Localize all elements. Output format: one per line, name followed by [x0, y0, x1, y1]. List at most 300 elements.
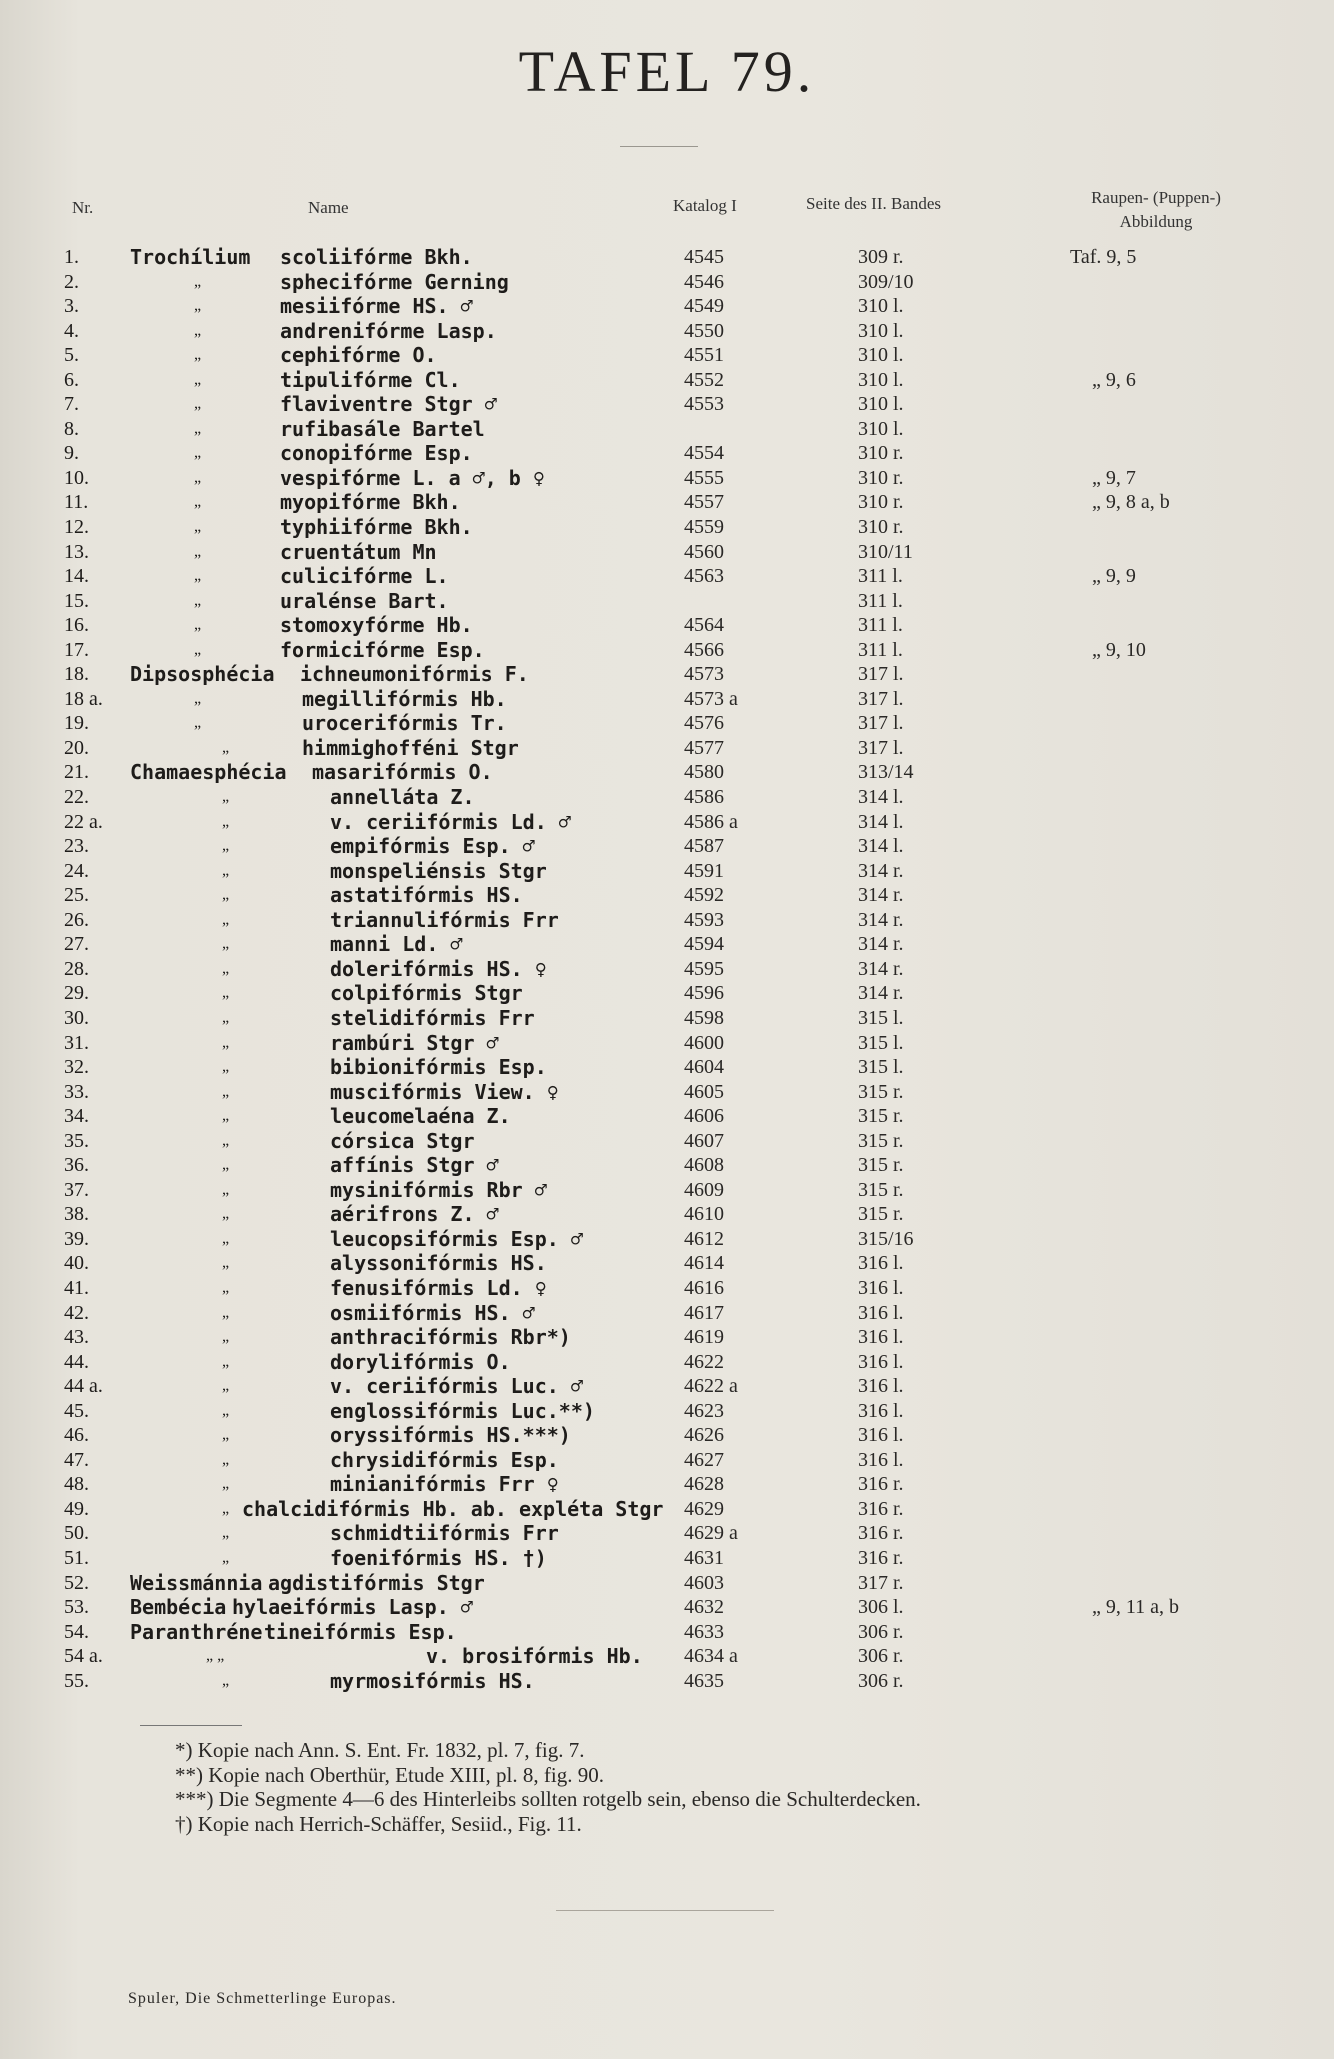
katalog-number: 4591 [684, 859, 724, 882]
ditto-mark: „ [222, 910, 230, 928]
table-row [0, 859, 1334, 884]
katalog-number: 4632 [684, 1596, 724, 1619]
page-reference: 316 l. [858, 1326, 904, 1349]
footnote: **) Kopie nach Oberthür, Etude XIII, pl. 8, fig. 90. [175, 1762, 604, 1787]
katalog-number: 4627 [684, 1448, 724, 1471]
katalog-number: 4623 [684, 1399, 724, 1422]
table-row [0, 687, 1334, 712]
row-number: 26. [64, 908, 89, 931]
table-row [0, 589, 1334, 614]
katalog-number: 4555 [684, 466, 724, 489]
table-row [0, 1423, 1334, 1448]
table-row [0, 1202, 1334, 1227]
species-name: hylaeifórmis Lasp. ♂ [232, 1595, 473, 1620]
species-name: mesiifórme HS. ♂ [280, 294, 473, 319]
species-name: bibionifórmis Esp. [330, 1055, 547, 1080]
table-row [0, 1644, 1334, 1669]
ditto-mark: „ [222, 1548, 230, 1566]
species-name: affínis Stgr ♂ [330, 1153, 499, 1178]
page-reference: 316 r. [858, 1473, 904, 1496]
row-number: 1. [64, 246, 79, 268]
page-reference: 316 r. [858, 1522, 904, 1545]
katalog-number: 4604 [684, 1056, 724, 1079]
page-reference: 315 r. [858, 1105, 904, 1128]
row-number: 10. [64, 466, 89, 489]
genus-name: Dipsosphécia [130, 662, 275, 687]
row-number: 47. [64, 1448, 89, 1471]
illustration-reference: „ 9, 11 a, b [1092, 1596, 1180, 1619]
ditto-mark: „ [222, 1131, 230, 1149]
page-reference: 306 r. [858, 1645, 904, 1668]
species-name: empifórmis Esp. ♂ [330, 834, 535, 859]
row-number: 34. [64, 1105, 89, 1128]
ditto-mark: „ [194, 518, 202, 536]
page-reference: 310 r. [858, 491, 904, 514]
row-number: 11. [64, 491, 89, 514]
row-number: 5. [64, 344, 79, 367]
katalog-number: 4626 [684, 1424, 724, 1447]
ditto-mark: „ [194, 395, 202, 413]
species-name: conopifórme Esp. [280, 441, 473, 466]
ditto-mark: „ [222, 738, 230, 756]
species-name: scoliifórme Bkh. [280, 245, 473, 269]
species-name: stomoxyfórme Hb. [280, 613, 473, 638]
page-reference: 314 l. [858, 835, 904, 858]
footnote: †) Kopie nach Herrich-Schäffer, Sesiid., Fig. 11. [175, 1811, 582, 1836]
page-reference: 313/14 [858, 761, 914, 784]
genus-name: Trochílium [130, 245, 251, 269]
table-row [0, 319, 1334, 344]
katalog-number: 4564 [684, 614, 724, 637]
species-name: flaviventre Stgr ♂ [280, 392, 497, 417]
katalog-number: 4587 [684, 835, 724, 858]
species-name: v. ceriifórmis Ld. ♂ [330, 809, 571, 834]
row-number: 23. [64, 835, 89, 858]
species-name: annelláta Z. [330, 785, 475, 810]
ditto-mark: „ [194, 493, 202, 511]
row-number: 38. [64, 1203, 89, 1226]
katalog-number: 4629 [684, 1497, 724, 1520]
table-row [0, 760, 1334, 785]
katalog-number: 4594 [684, 933, 724, 956]
row-number: 50. [64, 1522, 89, 1545]
katalog-number: 4573 [684, 663, 724, 686]
page-reference: 310 r. [858, 442, 904, 465]
ditto-mark: „ [194, 591, 202, 609]
ditto-mark: „ [222, 935, 230, 953]
row-number: 45. [64, 1399, 89, 1422]
table-row [0, 1595, 1334, 1620]
page-reference: 316 l. [858, 1375, 904, 1398]
page-reference: 315 r. [858, 1154, 904, 1177]
table-row [0, 1006, 1334, 1031]
species-name: urocerifórmis Tr. [302, 711, 507, 736]
row-number: 4. [64, 319, 79, 342]
illustration-reference: „ 9, 8 a, b [1092, 491, 1170, 514]
row-number: 27. [64, 933, 89, 956]
katalog-number: 4598 [684, 1006, 724, 1029]
page-reference: 316 l. [858, 1424, 904, 1447]
table-row [0, 1521, 1334, 1546]
katalog-number: 4576 [684, 712, 724, 735]
katalog-number: 4610 [684, 1203, 724, 1226]
species-name: córsica Stgr [330, 1128, 475, 1153]
row-number: 16. [64, 614, 89, 637]
page-reference: 316 r. [858, 1497, 904, 1520]
table-row [0, 441, 1334, 466]
row-number: 54. [64, 1620, 89, 1643]
page-reference: 310 l. [858, 295, 904, 318]
ditto-mark: „ [194, 419, 202, 437]
katalog-number: 4550 [684, 319, 724, 342]
genus-name: Bembécia [130, 1595, 227, 1620]
illustration-reference: „ 9, 7 [1092, 466, 1136, 489]
species-name: englossifórmis Luc.**) [330, 1398, 595, 1423]
genus-name: Weissmánnia [130, 1570, 263, 1595]
row-number: 35. [64, 1129, 89, 1152]
ditto-mark: „ [194, 689, 202, 707]
table-row [0, 1301, 1334, 1326]
katalog-number: 4596 [684, 982, 724, 1005]
species-name: alyssonifórmis HS. [330, 1251, 547, 1276]
ditto-mark: „ [222, 837, 230, 855]
page-reference: 310 l. [858, 344, 904, 367]
katalog-number: 4586 [684, 786, 724, 809]
ditto-mark: „ [222, 1254, 230, 1272]
ditto-mark: „ [222, 1426, 230, 1444]
table-row [0, 490, 1334, 515]
page-reference: 311 l. [858, 638, 903, 661]
katalog-number: 4586 a [684, 810, 738, 833]
row-number: 8. [64, 417, 79, 440]
species-name: leucopsifórmis Esp. ♂ [330, 1226, 583, 1251]
katalog-number: 4551 [684, 344, 724, 367]
species-name: schmidtiifórmis Frr [330, 1521, 559, 1546]
katalog-number: 4612 [684, 1227, 724, 1250]
page-reference: 306 r. [858, 1620, 904, 1643]
species-name: vespifórme L. a ♂, b ♀ [280, 465, 545, 490]
row-number: 17. [64, 638, 89, 661]
page-reference: 316 l. [858, 1350, 904, 1373]
species-name: dorylifórmis O. [330, 1349, 511, 1374]
page-reference: 306 l. [858, 1596, 904, 1619]
katalog-number: 4546 [684, 270, 724, 293]
katalog-number: 4559 [684, 516, 724, 539]
table-row [0, 1276, 1334, 1301]
page-reference: 315 l. [858, 1006, 904, 1029]
header-seite: Seite des II. Bandes [806, 194, 942, 213]
ditto-mark: „ [222, 861, 230, 879]
katalog-number: 4554 [684, 442, 724, 465]
row-number: 13. [64, 540, 89, 563]
ditto-mark: „ [194, 444, 202, 462]
page-reference: 310/11 [858, 540, 913, 563]
footnote-divider [140, 1725, 242, 1726]
row-number: 52. [64, 1571, 89, 1594]
table-row [0, 957, 1334, 982]
illustration-reference: „ 9, 9 [1092, 565, 1136, 588]
row-number: 51. [64, 1546, 89, 1569]
ditto-mark: „ [222, 886, 230, 904]
table-row [0, 785, 1334, 810]
page-reference: 315 l. [858, 1056, 904, 1079]
table-row [0, 1472, 1334, 1497]
katalog-number: 4552 [684, 368, 724, 391]
page-reference: 314 l. [858, 786, 904, 809]
row-number: 2. [64, 270, 79, 293]
ditto-mark: „ [222, 788, 230, 806]
species-name: oryssifórmis HS.***) [330, 1423, 571, 1448]
page-reference: 316 l. [858, 1301, 904, 1324]
genus-name: Chamaesphécia [130, 760, 287, 785]
katalog-number: 4553 [684, 393, 724, 416]
species-table [0, 245, 1334, 1693]
table-row [0, 1080, 1334, 1105]
species-name: astatifórmis HS. [330, 883, 523, 908]
row-number: 29. [64, 982, 89, 1005]
katalog-number: 4577 [684, 736, 724, 759]
table-row [0, 564, 1334, 589]
species-name: tineifórmis Esp. [264, 1619, 457, 1644]
species-name: formicifórme Esp. [280, 637, 485, 662]
ditto-mark: „ [222, 1156, 230, 1174]
ditto-mark: „ [194, 370, 202, 388]
species-name: leucomelaéna Z. [330, 1104, 511, 1129]
katalog-number: 4631 [684, 1546, 724, 1569]
ditto-mark: „ [222, 1524, 230, 1542]
page-reference: 310 r. [858, 516, 904, 539]
illustration-reference: „ 9, 10 [1092, 638, 1146, 661]
table-row [0, 368, 1334, 393]
page-reference: 309/10 [858, 270, 914, 293]
table-row [0, 711, 1334, 736]
table-row [0, 981, 1334, 1006]
katalog-number: 4622 a [684, 1375, 738, 1398]
species-name: stelidifórmis Frr [330, 1005, 535, 1030]
row-number: 40. [64, 1252, 89, 1275]
row-number: 14. [64, 565, 89, 588]
ditto-mark: „ [222, 1671, 230, 1689]
katalog-number: 4609 [684, 1178, 724, 1201]
ditto-mark: „ [194, 321, 202, 339]
table-row [0, 417, 1334, 442]
species-name: uralénse Bart. [280, 588, 449, 613]
species-name: himmighofféni Stgr [302, 735, 519, 760]
species-name: sphecifórme Gerning [280, 269, 509, 294]
table-row [0, 932, 1334, 957]
species-name: cruentátum Mn [280, 539, 437, 564]
ditto-mark: „ [194, 297, 202, 315]
katalog-number: 4634 a [684, 1645, 738, 1668]
species-name: anthracifórmis Rbr*) [330, 1325, 571, 1350]
row-number: 22 a. [64, 810, 103, 833]
ditto-mark: „ [222, 1475, 230, 1493]
row-number: 42. [64, 1301, 89, 1324]
row-number: 15. [64, 589, 89, 612]
ditto-mark: „ [222, 1082, 230, 1100]
row-number: 28. [64, 957, 89, 980]
page-reference: 311 l. [858, 614, 903, 637]
katalog-number: 4603 [684, 1571, 724, 1594]
katalog-number: 4606 [684, 1105, 724, 1128]
header-nr: Nr. [72, 198, 94, 217]
row-number: 19. [64, 712, 89, 735]
species-name: fenusifórmis Ld. ♀ [330, 1275, 547, 1300]
page-footer: Spuler, Die Schmetterlinge Europas. [128, 1990, 397, 2007]
katalog-number: 4628 [684, 1473, 724, 1496]
ditto-mark: „ [222, 1450, 230, 1468]
ditto-mark: „ [222, 1303, 230, 1321]
ditto-mark: „ [222, 1499, 230, 1517]
species-name: megillifórmis Hb. [302, 686, 507, 711]
row-number: 37. [64, 1178, 89, 1201]
row-number: 49. [64, 1497, 89, 1520]
table-row [0, 1399, 1334, 1424]
table-row [0, 1129, 1334, 1154]
table-row [0, 1251, 1334, 1276]
table-row [0, 466, 1334, 491]
page-reference: 310 l. [858, 417, 904, 440]
katalog-number: 4593 [684, 908, 724, 931]
species-name: foenifórmis HS. †) [330, 1545, 547, 1570]
ditto-mark: „ [194, 272, 202, 290]
illustration-reference: Taf. 9, 5 [1070, 246, 1137, 268]
page-reference: 315/16 [858, 1227, 914, 1250]
species-name: minianifórmis Frr ♀ [330, 1472, 559, 1497]
page-reference: 314 r. [858, 982, 904, 1005]
row-number: 7. [64, 393, 79, 416]
table-row [0, 1104, 1334, 1129]
katalog-number: 4563 [684, 565, 724, 588]
row-number: 53. [64, 1596, 89, 1619]
page-reference: 311 l. [858, 565, 903, 588]
row-number: 46. [64, 1424, 89, 1447]
ditto-mark: „ [194, 542, 202, 560]
page-reference: 317 l. [858, 663, 904, 686]
table-row [0, 1669, 1334, 1694]
row-number: 44. [64, 1350, 89, 1373]
page-reference: 317 l. [858, 712, 904, 735]
page-reference: 310 l. [858, 393, 904, 416]
katalog-number: 4592 [684, 884, 724, 907]
table-row [0, 810, 1334, 835]
species-name: v. brosifórmis Hb. [426, 1644, 643, 1669]
katalog-number: 4607 [684, 1129, 724, 1152]
row-number: 18. [64, 663, 89, 686]
katalog-number: 4622 [684, 1350, 724, 1373]
katalog-number: 4549 [684, 295, 724, 318]
species-name: cephifórme O. [280, 343, 437, 368]
page-reference: 315 r. [858, 1203, 904, 1226]
ditto-mark: „ [194, 640, 202, 658]
table-row [0, 294, 1334, 319]
species-name: osmiifórmis HS. ♂ [330, 1300, 535, 1325]
species-name: myrmosifórmis HS. [330, 1668, 535, 1693]
page-reference: 316 l. [858, 1252, 904, 1275]
header-name: Name [308, 198, 349, 217]
page-reference: 314 r. [858, 908, 904, 931]
species-name: triannulifórmis Frr [330, 907, 559, 932]
ditto-mark: „ [222, 812, 230, 830]
footnote: ***) Die Segmente 4—6 des Hinterleibs sollten rotgelb sein, ebenso die Schulterdecken. [175, 1787, 921, 1811]
table-row [0, 908, 1334, 933]
row-number: 44 a. [64, 1375, 103, 1398]
row-number: 24. [64, 859, 89, 882]
table-row [0, 1178, 1334, 1203]
table-row [0, 613, 1334, 638]
species-name: colpifórmis Stgr [330, 981, 523, 1006]
page-reference: 316 r. [858, 1546, 904, 1569]
ditto-mark: „ [222, 1401, 230, 1419]
page-reference: 316 l. [858, 1399, 904, 1422]
table-row [0, 883, 1334, 908]
page-reference: 309 r. [858, 246, 904, 268]
row-number: 41. [64, 1276, 89, 1299]
table-row [0, 638, 1334, 663]
row-number: 3. [64, 295, 79, 318]
species-name: rambúri Stgr ♂ [330, 1030, 499, 1055]
species-name: v. ceriifórmis Luc. ♂ [330, 1374, 583, 1399]
katalog-number: 4573 a [684, 687, 738, 710]
footnote: *) Kopie nach Ann. S. Ent. Fr. 1832, pl. 7, fig. 7. [175, 1738, 585, 1762]
ditto-mark: „ [194, 346, 202, 364]
katalog-number: 4617 [684, 1301, 724, 1324]
page-reference: 317 r. [858, 1571, 904, 1594]
katalog-number: 4557 [684, 491, 724, 514]
species-name: masarifórmis O. [312, 760, 493, 785]
table-row [0, 1227, 1334, 1252]
page-reference: 315 r. [858, 1080, 904, 1103]
table-row [0, 1153, 1334, 1178]
ditto-mark: „ [222, 1352, 230, 1370]
ditto-mark: „ „ [206, 1647, 225, 1665]
table-row [0, 1031, 1334, 1056]
ditto-mark: „ [194, 714, 202, 732]
ditto-mark: „ [194, 567, 202, 585]
katalog-number: 4629 a [684, 1522, 738, 1545]
ditto-mark: „ [222, 1180, 230, 1198]
table-row [0, 1325, 1334, 1350]
page-reference: 316 l. [858, 1276, 904, 1299]
species-name: myopifórme Bkh. [280, 490, 461, 515]
row-number: 30. [64, 1006, 89, 1029]
page-reference: 310 l. [858, 319, 904, 342]
row-number: 20. [64, 736, 89, 759]
page-reference: 317 l. [858, 687, 904, 710]
row-number: 22. [64, 786, 89, 809]
row-number: 33. [64, 1080, 89, 1103]
table-row [0, 1448, 1334, 1473]
row-number: 21. [64, 761, 89, 784]
species-name: typhiifórme Bkh. [280, 515, 473, 540]
table-row [0, 392, 1334, 417]
species-name: andrenifórme Lasp. [280, 318, 497, 343]
ditto-mark: „ [194, 468, 202, 486]
table-row [0, 245, 1334, 270]
page-reference: 315 l. [858, 1031, 904, 1054]
table-row [0, 540, 1334, 565]
table-row [0, 1055, 1334, 1080]
illustration-reference: „ 9, 6 [1092, 368, 1136, 391]
row-number: 43. [64, 1326, 89, 1349]
katalog-number: 4633 [684, 1620, 724, 1643]
katalog-number: 4560 [684, 540, 724, 563]
page-reference: 310 l. [858, 368, 904, 391]
page-reference: 314 r. [858, 957, 904, 980]
row-number: 48. [64, 1473, 89, 1496]
katalog-number: 4595 [684, 957, 724, 980]
table-row [0, 515, 1334, 540]
